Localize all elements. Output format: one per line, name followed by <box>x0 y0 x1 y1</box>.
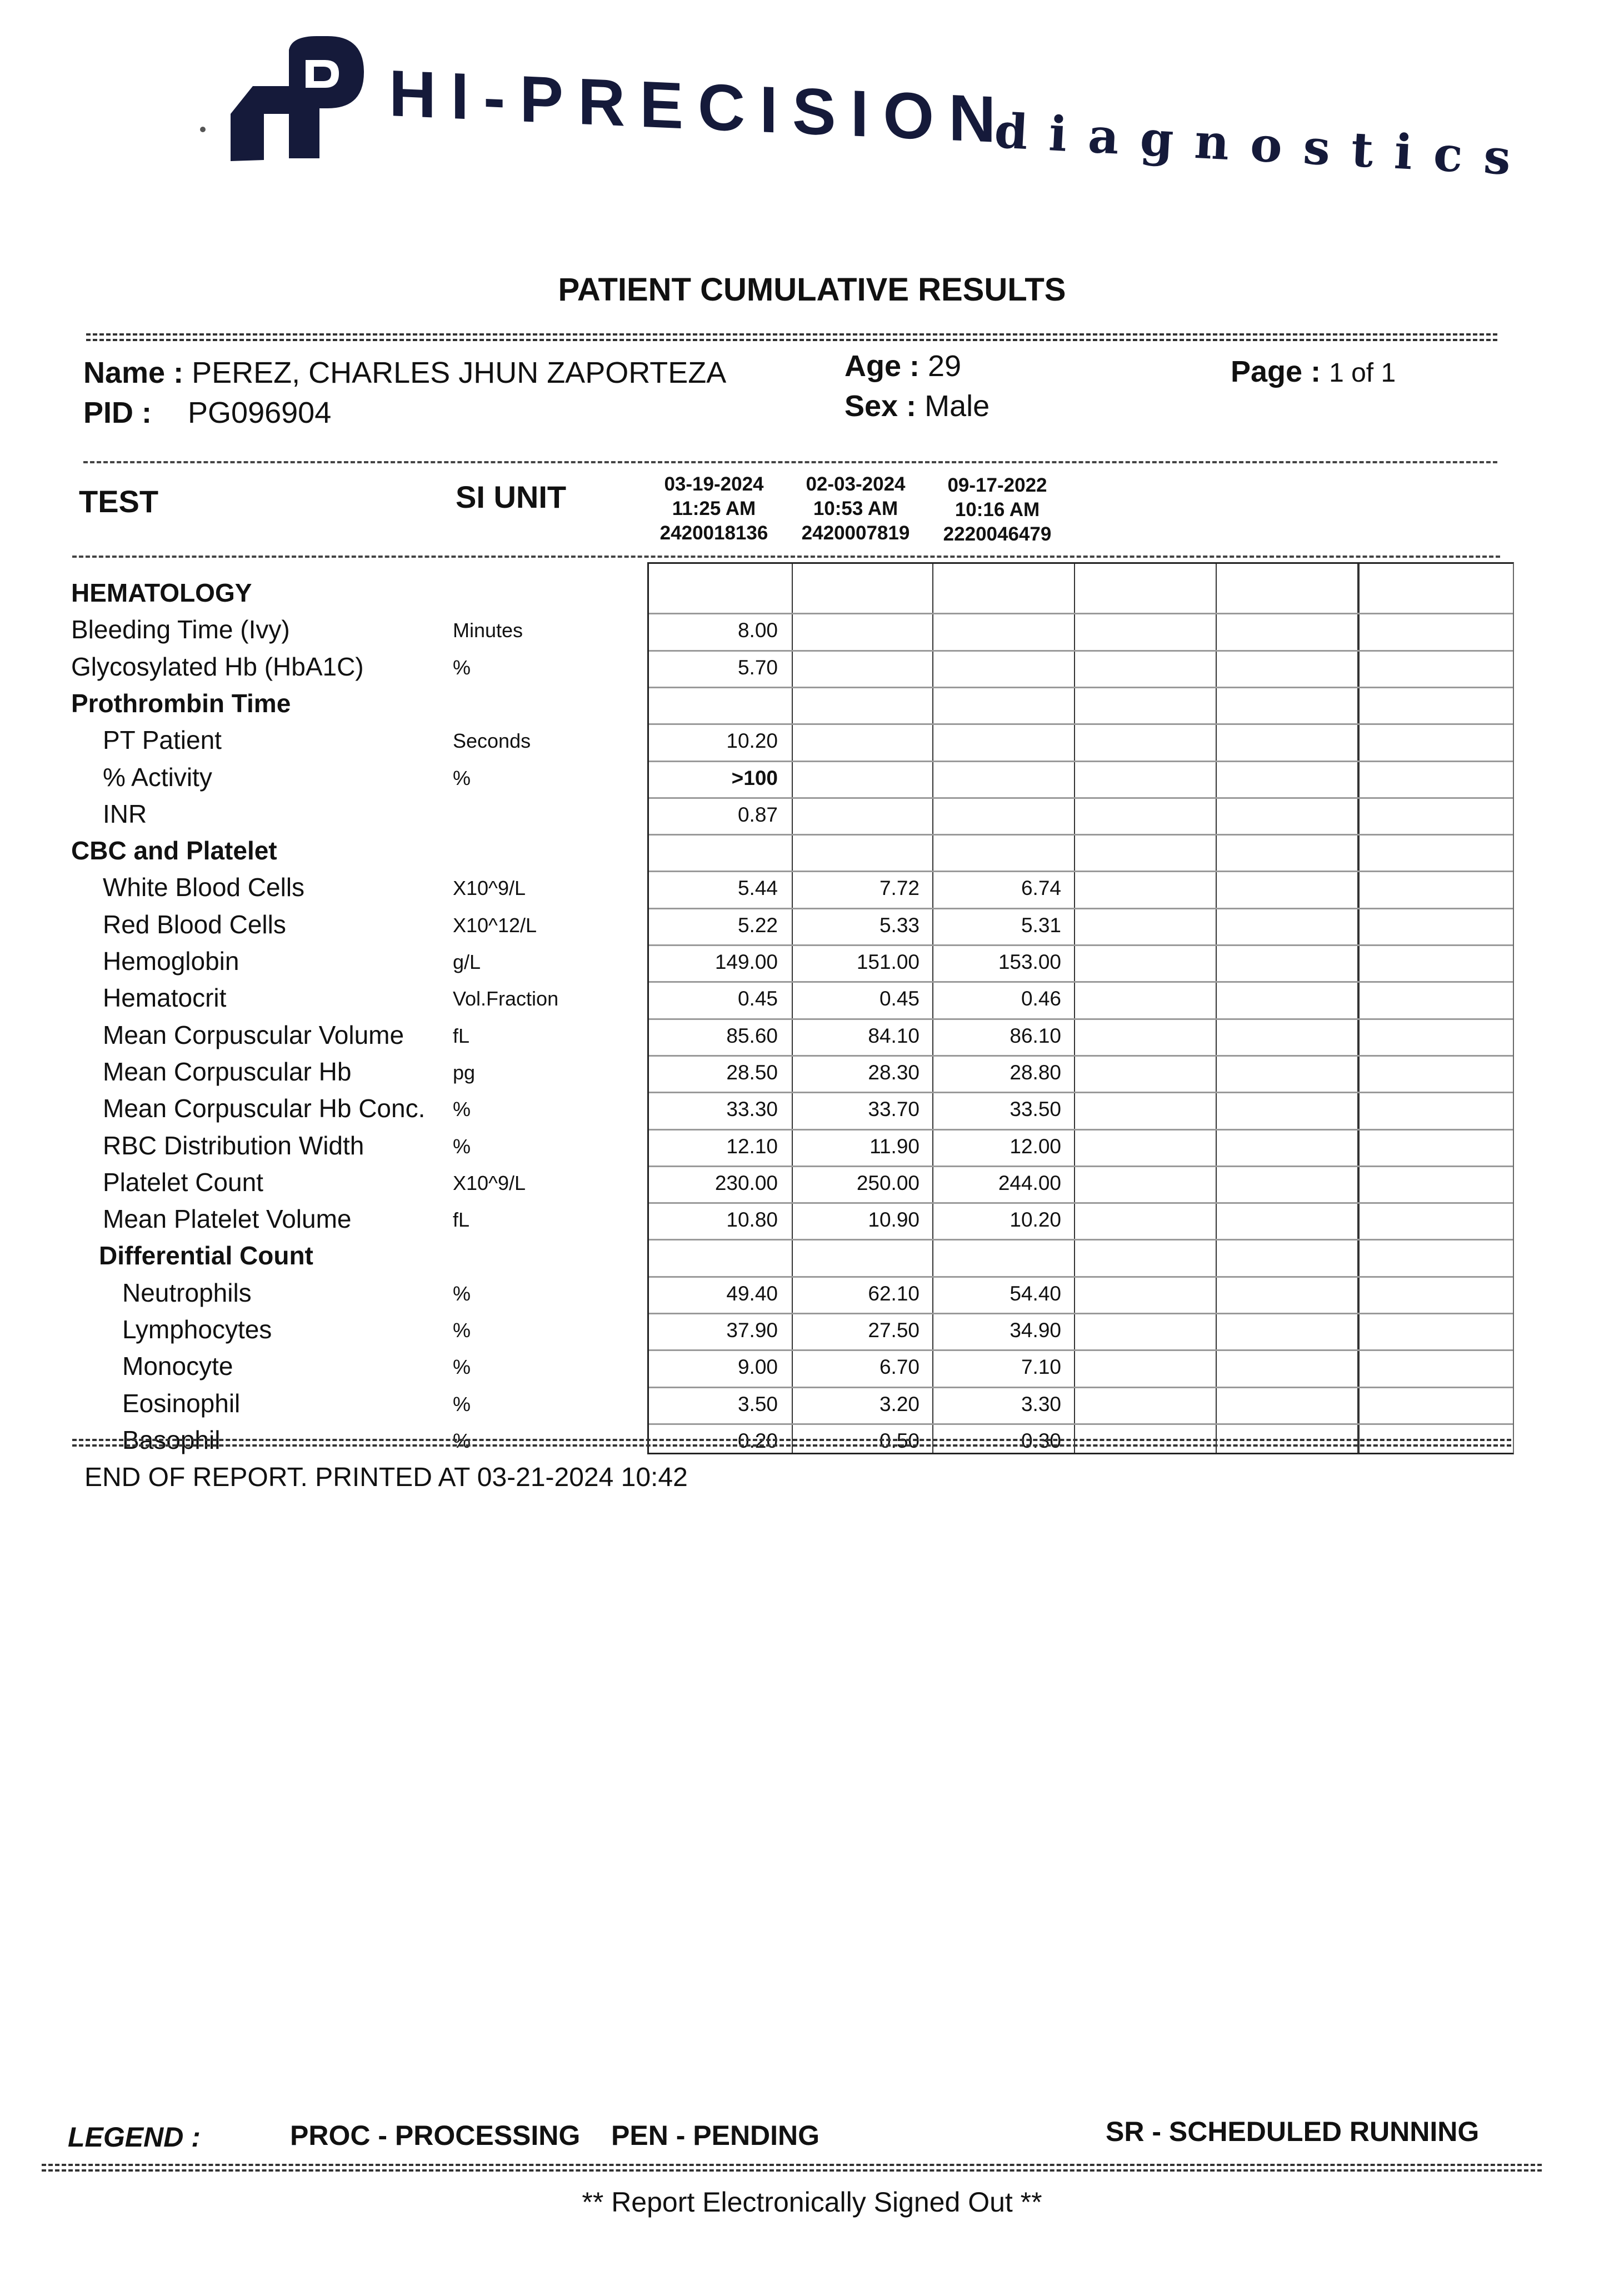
result-value: 3.50 <box>737 1392 778 1415</box>
result-value: 5.31 <box>1021 913 1061 937</box>
result-value: 62.10 <box>868 1282 920 1305</box>
result-value: 0.20 <box>737 1429 778 1452</box>
result-value: 10.20 <box>726 729 778 753</box>
divider-double <box>72 1439 1511 1447</box>
result-value: 5.22 <box>737 913 778 937</box>
legend-label: LEGEND : <box>68 2122 201 2153</box>
grid-row-divider <box>649 761 1513 762</box>
run-time: 10:53 AM <box>813 498 898 519</box>
test-name: White Blood Cells <box>103 873 305 902</box>
test-name: Glycosylated Hb (HbA1C) <box>71 652 364 681</box>
run-date: 09-17-2022 <box>947 474 1047 496</box>
grid-row-divider <box>649 687 1513 688</box>
grid-row-divider <box>649 1239 1513 1240</box>
result-value: 28.80 <box>1010 1061 1061 1084</box>
test-unit: X10^9/L <box>453 877 526 900</box>
grid-row-divider <box>649 797 1513 799</box>
test-unit: % <box>453 1392 471 1415</box>
run-header-2 <box>783 472 928 546</box>
result-value: 8.00 <box>737 619 778 642</box>
page-label: Page : <box>1231 355 1321 388</box>
grid-row-divider <box>649 1313 1513 1314</box>
test-name: Basophil <box>122 1425 221 1454</box>
result-value: 3.20 <box>879 1392 920 1415</box>
result-value: 5.33 <box>879 913 920 937</box>
run-date: 02-03-2024 <box>806 473 906 495</box>
test-name: Eosinophil <box>122 1388 241 1418</box>
patient-sex-label: Sex : <box>845 389 917 423</box>
test-unit: Vol.Fraction <box>453 987 559 1011</box>
test-unit: X10^9/L <box>453 1171 526 1194</box>
test-name: INR <box>103 799 147 828</box>
signed-out-note: ** Report Electronically Signed Out ** <box>582 2187 1042 2218</box>
result-value: 9.00 <box>737 1355 778 1379</box>
grid-row-divider <box>649 1202 1513 1204</box>
column-header-si-unit: SI UNIT <box>456 479 567 514</box>
run-header-3 <box>925 473 1070 547</box>
test-unit: fL <box>453 1024 470 1047</box>
test-unit: X10^12/L <box>453 913 537 937</box>
grid-row-divider <box>649 871 1513 872</box>
run-time: 10:16 AM <box>955 499 1040 521</box>
result-value: 10.90 <box>868 1208 920 1232</box>
result-value: 34.90 <box>1010 1319 1061 1342</box>
test-unit: Seconds <box>453 729 531 753</box>
test-name: % Activity <box>103 762 212 792</box>
grid-column-divider <box>1074 564 1075 1453</box>
test-unit: Minutes <box>453 619 523 642</box>
test-name: Bleeding Time (Ivy) <box>71 615 290 644</box>
result-value: 3.30 <box>1021 1392 1061 1415</box>
logo-dot <box>200 127 206 132</box>
result-value: 6.70 <box>879 1355 920 1379</box>
test-unit: fL <box>453 1208 470 1232</box>
divider-dashed <box>72 556 1500 558</box>
patient-sex-field <box>845 389 990 423</box>
grid-row-divider <box>649 650 1513 652</box>
test-name: Mean Corpuscular Hb Conc. <box>103 1094 426 1123</box>
result-value: 84.10 <box>868 1024 920 1047</box>
brand-name: HI-PRECISION <box>389 57 1011 157</box>
result-value: 7.72 <box>879 877 920 900</box>
result-value: 33.30 <box>726 1098 778 1121</box>
result-value: 230.00 <box>714 1171 778 1194</box>
grid-row-divider <box>649 1423 1513 1425</box>
result-value: 153.00 <box>998 951 1061 973</box>
section-heading: CBC and Platelet <box>71 836 277 866</box>
test-name: RBC Distribution Width <box>103 1131 364 1160</box>
result-value: 49.40 <box>726 1282 778 1305</box>
test-name: Neutrophils <box>122 1278 252 1307</box>
test-unit: % <box>453 1098 471 1121</box>
hp-logo-icon <box>222 33 367 161</box>
test-name: Lymphocytes <box>122 1315 272 1344</box>
result-value: 12.00 <box>1010 1134 1061 1158</box>
result-value: 0.30 <box>1021 1429 1061 1452</box>
divider-dashed <box>83 461 1497 463</box>
result-value: 0.45 <box>737 987 778 1011</box>
patient-name-field <box>83 356 726 390</box>
section-heading: HEMATOLOGY <box>71 578 252 607</box>
run-time: 11:25 AM <box>672 498 756 519</box>
result-value: 250.00 <box>856 1171 920 1194</box>
result-value: 0.50 <box>879 1429 920 1452</box>
page-indicator <box>1231 354 1396 389</box>
result-value: 28.50 <box>726 1061 778 1084</box>
result-value: 151.00 <box>856 951 920 973</box>
test-unit: g/L <box>453 951 481 973</box>
result-value: 0.45 <box>879 987 920 1011</box>
test-name: Platelet Count <box>103 1167 263 1197</box>
test-name: Hematocrit <box>103 983 227 1013</box>
result-value: 33.70 <box>868 1098 920 1121</box>
grid-row-divider <box>649 723 1513 725</box>
report-title: PATIENT CUMULATIVE RESULTS <box>558 272 1066 308</box>
grid-column-divider <box>1216 564 1217 1453</box>
legend-item-scheduled-running: SR - SCHEDULED RUNNING <box>1106 2116 1480 2147</box>
test-name: Mean Corpuscular Hb <box>103 1057 352 1086</box>
grid-row-divider <box>649 1276 1513 1278</box>
result-value: 85.60 <box>726 1024 778 1047</box>
result-value: 0.46 <box>1021 987 1061 1011</box>
section-heading: Differential Count <box>99 1241 313 1270</box>
brand-tagline: diagnostics <box>993 103 1533 187</box>
grid-column-divider <box>1357 564 1360 1453</box>
grid-row-divider <box>649 1018 1513 1020</box>
test-unit: % <box>453 1355 471 1379</box>
page-number: 1 of 1 <box>1329 358 1396 388</box>
section-heading: Prothrombin Time <box>71 688 291 718</box>
result-value: 10.20 <box>1010 1208 1061 1232</box>
run-accession: 2220046479 <box>943 523 1052 545</box>
result-value: 149.00 <box>714 951 778 973</box>
legend-item-processing: PROC - PROCESSING <box>290 2120 581 2151</box>
test-name: Monocyte <box>122 1352 233 1381</box>
result-value: 6.74 <box>1021 877 1061 900</box>
grid-row-divider <box>649 613 1513 614</box>
divider-double <box>86 333 1497 341</box>
test-unit: % <box>453 1282 471 1305</box>
patient-age-field <box>845 349 961 383</box>
run-header-1 <box>642 472 786 546</box>
test-unit: % <box>453 1134 471 1158</box>
patient-pid-field <box>83 396 331 430</box>
result-value: 11.90 <box>870 1134 920 1158</box>
result-value: >100 <box>731 766 778 789</box>
grid-row-divider <box>649 1129 1513 1131</box>
result-value: 54.40 <box>1010 1282 1061 1305</box>
result-value: 27.50 <box>868 1319 920 1342</box>
result-value: 7.10 <box>1021 1355 1061 1379</box>
patient-pid: PG096904 <box>188 396 332 429</box>
grid-row-divider <box>649 908 1513 909</box>
result-value: 5.70 <box>737 656 778 679</box>
patient-age-label: Age : <box>845 349 920 383</box>
patient-age: 29 <box>928 349 962 383</box>
legend-item-pending: PEN - PENDING <box>611 2120 820 2151</box>
grid-row-divider <box>649 1349 1513 1351</box>
result-value: 12.10 <box>726 1134 778 1158</box>
grid-row-divider <box>649 1387 1513 1388</box>
result-value: 244.00 <box>998 1171 1061 1194</box>
test-unit: % <box>453 1429 471 1452</box>
grid-row-divider <box>649 1165 1513 1167</box>
test-unit: pg <box>453 1061 476 1084</box>
result-value: 37.90 <box>726 1319 778 1342</box>
result-value: 0.87 <box>737 803 778 826</box>
run-date: 03-19-2024 <box>664 473 764 495</box>
test-name: Mean Corpuscular Volume <box>103 1020 404 1049</box>
result-value: 33.50 <box>1010 1098 1061 1121</box>
result-value: 28.30 <box>868 1061 920 1084</box>
patient-pid-label: PID : <box>83 396 152 429</box>
grid-row-divider <box>649 1055 1513 1057</box>
test-name: Hemoglobin <box>103 947 239 976</box>
test-unit: % <box>453 1319 471 1342</box>
divider-double <box>42 2164 1542 2172</box>
patient-sex: Male <box>925 389 990 423</box>
column-header-test: TEST <box>79 484 159 519</box>
test-unit: % <box>453 766 471 789</box>
grid-row-divider <box>649 944 1513 946</box>
run-accession: 2420018136 <box>659 522 768 544</box>
end-of-report-text: END OF REPORT. PRINTED AT 03-21-2024 10:42 <box>84 1463 688 1492</box>
grid-row-divider <box>649 834 1513 836</box>
test-unit: % <box>453 656 471 679</box>
run-accession: 2420007819 <box>801 522 910 544</box>
test-name: Mean Platelet Volume <box>103 1204 352 1234</box>
patient-name: PEREZ, CHARLES JHUN ZAPORTEZA <box>192 356 727 389</box>
test-name: PT Patient <box>103 726 222 755</box>
grid-row-divider <box>649 1092 1513 1093</box>
test-name: Red Blood Cells <box>103 909 286 939</box>
result-value: 86.10 <box>1010 1024 1061 1047</box>
result-value: 5.44 <box>737 877 778 900</box>
patient-name-label: Name : <box>83 356 184 389</box>
result-value: 10.80 <box>726 1208 778 1232</box>
grid-row-divider <box>649 981 1513 983</box>
